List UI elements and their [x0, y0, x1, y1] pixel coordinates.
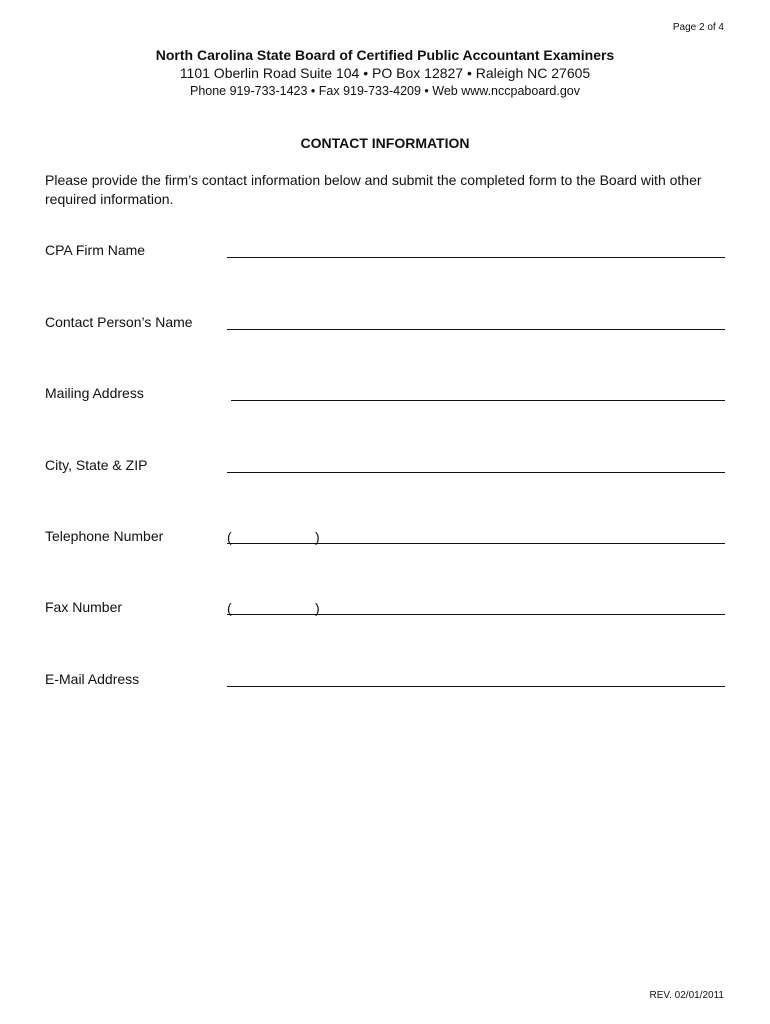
contact-person-label: Contact Person’s Name	[45, 314, 193, 330]
contact-person-field[interactable]	[227, 329, 725, 330]
cpa-firm-name-label: CPA Firm Name	[45, 242, 146, 258]
mailing-address-field[interactable]	[231, 400, 725, 401]
mailing-address-label: Mailing Address	[45, 385, 144, 401]
fax-row	[45, 598, 725, 620]
email-row	[45, 670, 725, 692]
cpa-firm-name-row	[45, 241, 725, 263]
city-state-zip-label: City, State & ZIP	[45, 457, 148, 473]
telephone-field[interactable]	[227, 543, 725, 544]
contact-person-row	[45, 313, 725, 335]
telephone-row	[45, 527, 725, 549]
telephone-area-code-close: )	[315, 529, 320, 545]
fax-label: Fax Number	[45, 599, 123, 615]
board-address: 1101 Oberlin Road Suite 104 • PO Box 12827 • Raleigh NC 27605	[179, 65, 591, 81]
board-header	[0, 46, 770, 100]
city-state-zip-row	[45, 456, 725, 478]
revision-date: REV. 02/01/2011	[649, 990, 724, 1001]
cpa-firm-name-field[interactable]	[227, 257, 725, 258]
mailing-address-row	[45, 384, 725, 406]
telephone-label: Telephone Number	[45, 528, 164, 544]
page-number: Page 2 of 4	[672, 22, 724, 33]
email-field[interactable]	[227, 686, 725, 687]
fax-area-code-open: (	[227, 600, 232, 616]
board-contact-line: Phone 919-733-1423 • Fax 919-733-4209 • Web www.nccpaboard.gov	[189, 84, 581, 98]
city-state-zip-field[interactable]	[227, 472, 725, 473]
fax-field[interactable]	[227, 614, 725, 615]
instructions-text: Please provide the firm’s contact information below and submit the completed form to the Board with other required information.	[45, 172, 702, 207]
telephone-area-code-open: (	[227, 529, 232, 545]
board-name: North Carolina State Board of Certified Public Accountant Examiners	[155, 47, 615, 63]
fax-area-code-close: )	[315, 600, 320, 616]
section-title: CONTACT INFORMATION	[300, 135, 470, 151]
email-label: E-Mail Address	[45, 671, 140, 687]
